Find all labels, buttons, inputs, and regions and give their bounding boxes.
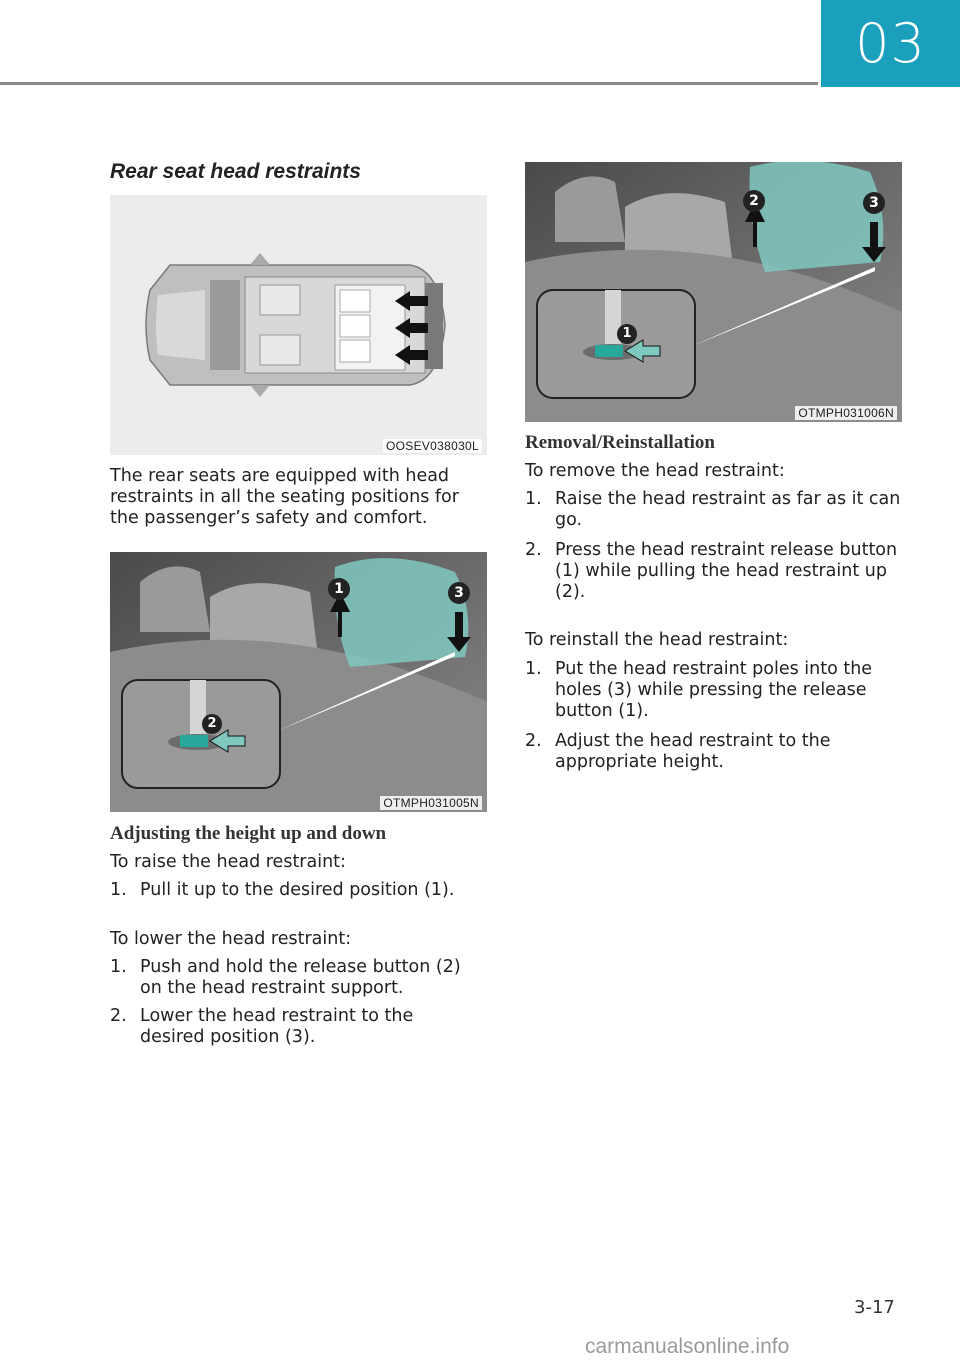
raise-intro: To raise the head restraint: bbox=[110, 852, 346, 872]
figure-code: OOSEV038030L bbox=[383, 439, 482, 453]
figure-head-restraint-removal bbox=[525, 162, 902, 422]
callout-3: 3 bbox=[863, 192, 885, 214]
chapter-tab: 03 bbox=[821, 0, 960, 87]
figure-car-top-view bbox=[110, 195, 487, 455]
callout-1: 1 bbox=[328, 578, 350, 600]
car-top-view-illustration bbox=[110, 195, 487, 455]
figure-code: OTMPH031006N bbox=[795, 406, 897, 420]
figure-code: OTMPH031005N bbox=[380, 796, 482, 810]
head-restraint-removal-illustration bbox=[525, 162, 902, 422]
head-restraint-adjust-illustration bbox=[110, 552, 487, 812]
lower-intro: To lower the head restraint: bbox=[110, 929, 352, 949]
intro-paragraph: The rear seats are equipped with head restraints in all the seating positions for the passenger’s safety and comfort. bbox=[110, 466, 459, 528]
figure-head-restraint-adjust bbox=[110, 552, 487, 812]
page-number: 3-17 bbox=[854, 1297, 895, 1318]
adjusting-heading: Adjusting the height up and down bbox=[110, 823, 387, 844]
watermark: carmanualsonline.info bbox=[585, 1335, 790, 1358]
callout-2: 2 bbox=[743, 190, 765, 212]
section-title: Rear seat head restraints bbox=[110, 160, 361, 183]
header-rule bbox=[0, 82, 818, 85]
callout-3: 3 bbox=[448, 582, 470, 604]
callout-1: 1 bbox=[617, 324, 637, 344]
remove-intro: To remove the head restraint: bbox=[525, 461, 785, 481]
callout-2: 2 bbox=[202, 714, 222, 734]
removal-heading: Removal/Reinstallation bbox=[525, 432, 715, 453]
reinstall-intro: To reinstall the head restraint: bbox=[525, 630, 789, 650]
